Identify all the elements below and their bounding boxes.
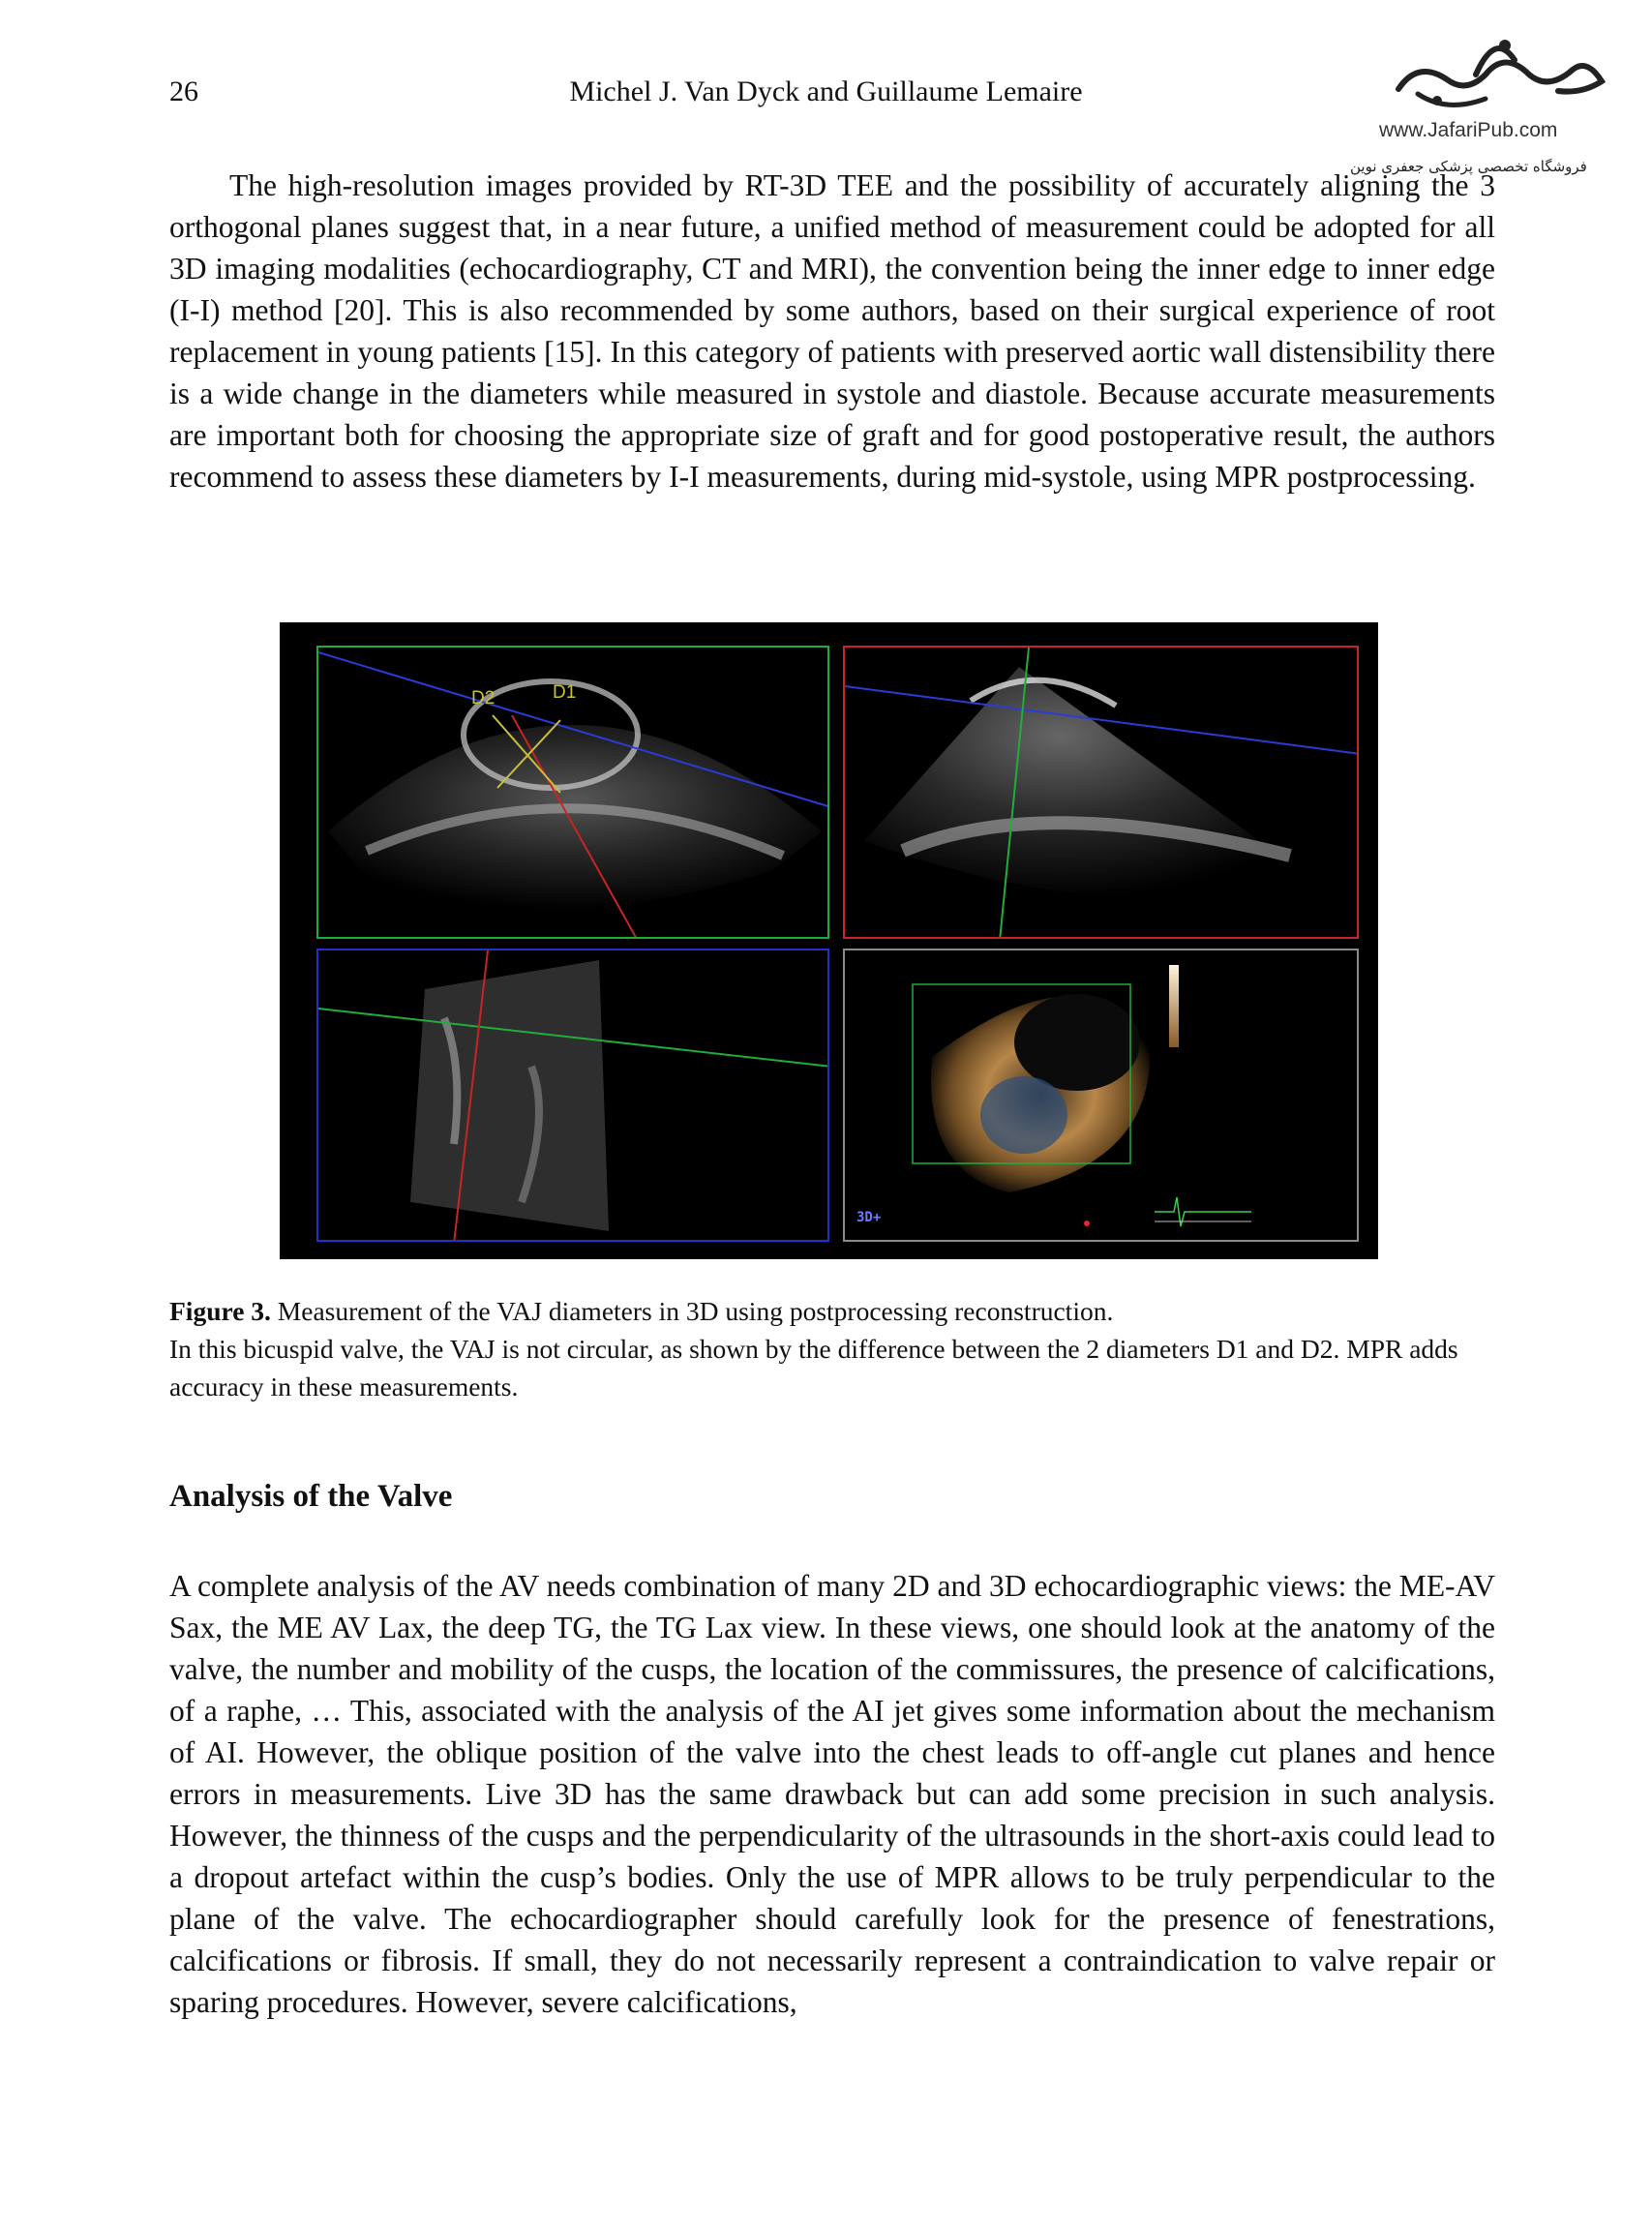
- caption-label: Figure 3.: [169, 1296, 271, 1326]
- page-number: 26: [169, 75, 198, 107]
- running-head: Michel J. Van Dyck and Guillaume Lemaire: [569, 75, 1083, 107]
- label-d2: D2: [471, 688, 496, 708]
- panel-long-axis: [843, 646, 1359, 939]
- label-d1: D1: [553, 682, 577, 703]
- caption-title: Measurement of the VAJ diameters in 3D using postprocessing reconstruction.: [270, 1296, 1114, 1326]
- label-3d: 3D+: [856, 1210, 882, 1225]
- publisher-url: www.JafariPub.com: [1379, 119, 1558, 141]
- figure-caption: [169, 1292, 1495, 1405]
- body-paragraph-2: A complete analysis of the AV needs combination of many 2D and 3D echocardiographic views: the ME-AV Sax, the ME AV Lax, the deep TG, the TG Lax view. In these views, one should look at the anatomy of the valve, the number and mobility of the cusps, the location of the commissures, the presence of calcifications, of a raphe, … This, associated with the analysis of the AI jet gives some information about the mechanism of AI. However, the oblique position of the valve into the chest leads to off-angle cut planes and hence errors in measurements. Live 3D has the same drawback but can add some precision in such analysis. However, the thinness of the cusps and the perpendicularity of the ultrasounds in the short-axis could lead to a dropout artefact within the cusp’s bodies. Only the use of MPR allows to be truly perpendicular to the plane of the valve. The echocardiographer should carefully look for the presence of fenestrations, calcifications or fibrosis. If small, they do not necessarily represent a contraindication to valve repair or sparing procedures. However, severe calcifications,: [169, 1569, 1495, 2019]
- caption-text: In this bicuspid valve, the VAJ is not circular, as shown by the difference between the 2 diameters D1 and D2. MPR adds accuracy in these measurements.: [169, 1334, 1458, 1401]
- section-heading: Analysis of the Valve: [169, 1479, 453, 1514]
- panel-3d-render: [843, 949, 1359, 1242]
- figure-3-echo-image: [280, 622, 1378, 1259]
- panel-coronal: [316, 949, 829, 1242]
- publisher-store-text: فروشگاه تخصصی پزشکی جعفری نوین: [1350, 158, 1587, 175]
- panel-short-axis: [316, 646, 829, 939]
- body-paragraph-1: The high-resolution images provided by RT-3D TEE and the possibility of accurately aligning the 3 orthogonal planes suggest that, in a near future, a unified method of measurement could be adopted for all 3D imaging modalities (echocardiography, CT and MRI), the convention being the inner edge to inner edge (I-I) method [20]. This is also recommended by some authors, based on their surgical experience of root replacement in young patients [15]. In this category of patients with preserved aortic wall distensibility there is a wide change in the diameters while measured in systole and diastole. Because accurate measurements are important both for choosing the appropriate size of graft and for good postoperative result, the authors recommend to assess these diameters by I-I measurements, during mid-systole, using MPR postprocessing.: [169, 168, 1495, 494]
